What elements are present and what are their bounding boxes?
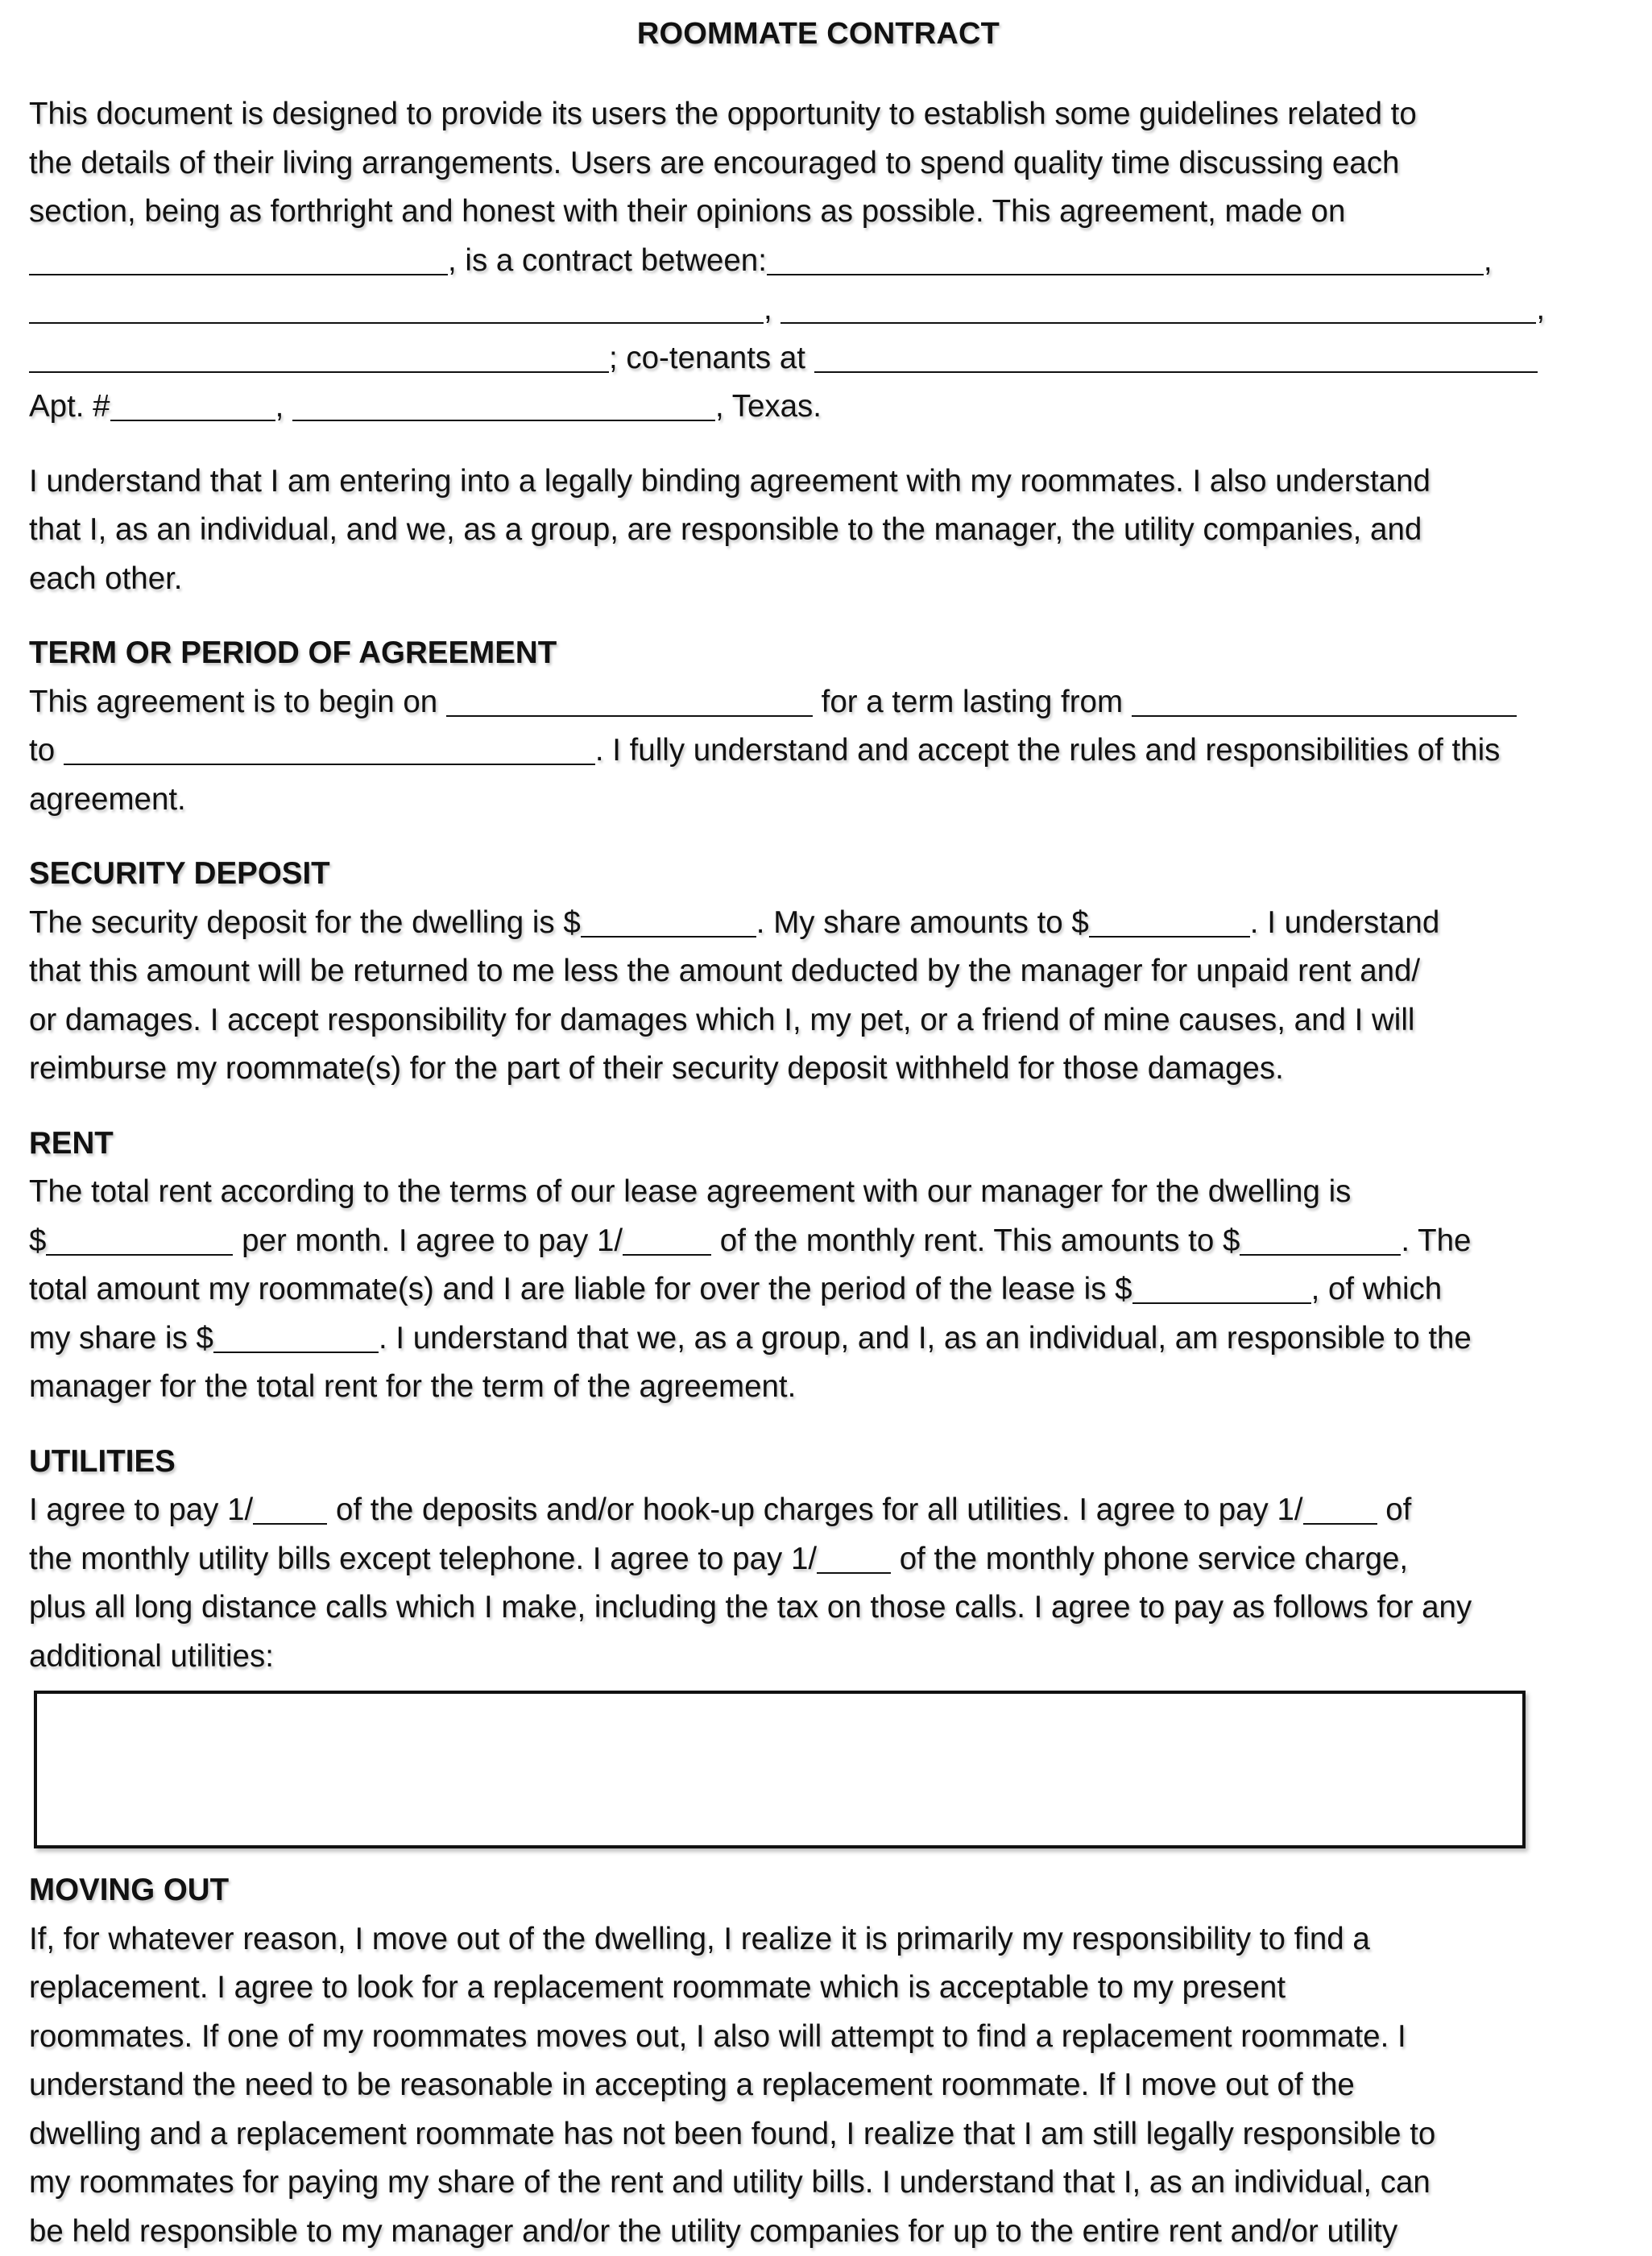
utilities-heading: UTILITIES [29,1443,176,1479]
city-blank[interactable] [292,389,715,421]
agreement-date-blank[interactable] [29,243,448,275]
intro-line: This document is designed to provide its users the opportunity to establish some guidelines related to [29,97,1417,131]
moving-out-heading: MOVING OUT [29,1873,230,1907]
utilities-section: UTILITIES I agree to pay 1/ of the deposits and/or hook-up charges for all utilities. I agree to pay 1/ of the monthly utility bills except telephone. I agree to pay 1/ of the monthly phone service charge, plus all long distance calls which I make, including the tax on those calls. I agree to pay as follows for any additional utilities: [29,1438,1608,1682]
document-title: ROOMMATE CONTRACT [636,17,1000,51]
lease-share-blank[interactable] [213,1321,379,1353]
security-share-amount-blank[interactable] [1089,905,1250,938]
contract-page [29,11,1608,2256]
security-deposit-heading: SECURITY DEPOSIT [29,856,330,891]
apartment-number-blank[interactable] [110,389,275,421]
intro-line: Apt. # , , Texas. [29,389,822,424]
understanding-paragraph: I understand that I am entering into a legally binding agreement with my roommates. I also understand that I, as an individual, and we, as a group, are responsible to the manager, the utility companies, and each other. [29,463,1430,596]
term-start-date-blank[interactable] [446,685,813,717]
term-end-date-blank[interactable] [64,733,595,765]
intro-paragraph [29,90,1608,432]
utility-bill-fraction-blank[interactable] [1303,1492,1377,1525]
intro-line: the details of their living arrangements. Users are encouraged to spend quality time discussing each [29,145,1400,180]
intro-line: ; co-tenants at [29,334,1608,383]
rent-fraction-blank[interactable] [623,1223,711,1256]
party-name-blank-4[interactable] [29,341,609,373]
term-from-date-blank[interactable] [1132,685,1517,717]
additional-utilities-textbox[interactable] [34,1691,1526,1848]
monthly-rent-blank[interactable] [46,1223,233,1256]
intro-line: , , [29,285,1608,334]
address-blank[interactable] [814,341,1538,373]
rent-share-amount-blank[interactable] [1240,1223,1401,1256]
party-name-blank-3[interactable] [780,292,1536,324]
security-deposit-amount-blank[interactable] [581,905,756,938]
moving-out-section: MOVING OUT If, for whatever reason, I move out of the dwelling, I realize it is primarily my responsibility to find a replacement. I agree to look for a replacement roommate which is acceptable to my present roommates. If one of my roommates moves out, I also will attempt to find a replacement roommate. I understand the need to be reasonable in accepting a replacement roommate. If I move out of the dwelling and a replacement roommate has not been found, I realize that I am still legally responsible to my roommates for paying my share of the rent and utility bills. I understand that I, as an individual, can be held responsible to my manager and/or the utility companies for up to the entire rent and/or utility [29,1866,1608,2256]
utility-deposit-fraction-blank[interactable] [253,1492,327,1525]
party-name-blank-1[interactable] [767,243,1484,275]
intro-line: section, being as forthright and honest with their opinions as possible. This agreement, made on [29,194,1346,229]
rent-heading: RENT [29,1125,114,1161]
lease-total-blank[interactable] [1132,1272,1311,1304]
intro-line: , is a contract between: , [29,237,1608,286]
party-name-blank-2[interactable] [29,292,764,324]
rent-section: RENT The total rent according to the terms of our lease agreement with our manager for the dwelling is $ per month. I agree to pay 1/ of the monthly rent. This amounts to $ . The total amount my roommate(s) and I are liable for over the period of the lease is $ , of which my share is $ . I understand that we, as a group, and I, as an individual, am responsible to the manager for the total rent for the term of the agreement. [29,1120,1608,1412]
term-section: TERM OR PERIOD OF AGREEMENT This agreement is to begin on for a term lasting from to . I fully understand and accept the rules and responsibilities of this agreement. [29,629,1608,824]
security-deposit-section: SECURITY DEPOSIT The security deposit for the dwelling is $ . My share amounts to $ . I understand that this amount will be returned to me less the amount deducted by the manager for unpaid rent and/ or damages. I accept responsibility for damages which I, my pet, or a friend of mine causes, and I will reimburse my roommate(s) for the part of their security deposit withheld for those damages. [29,850,1608,1094]
term-heading: TERM OR PERIOD OF AGREEMENT [29,635,557,670]
phone-fraction-blank[interactable] [817,1542,891,1574]
